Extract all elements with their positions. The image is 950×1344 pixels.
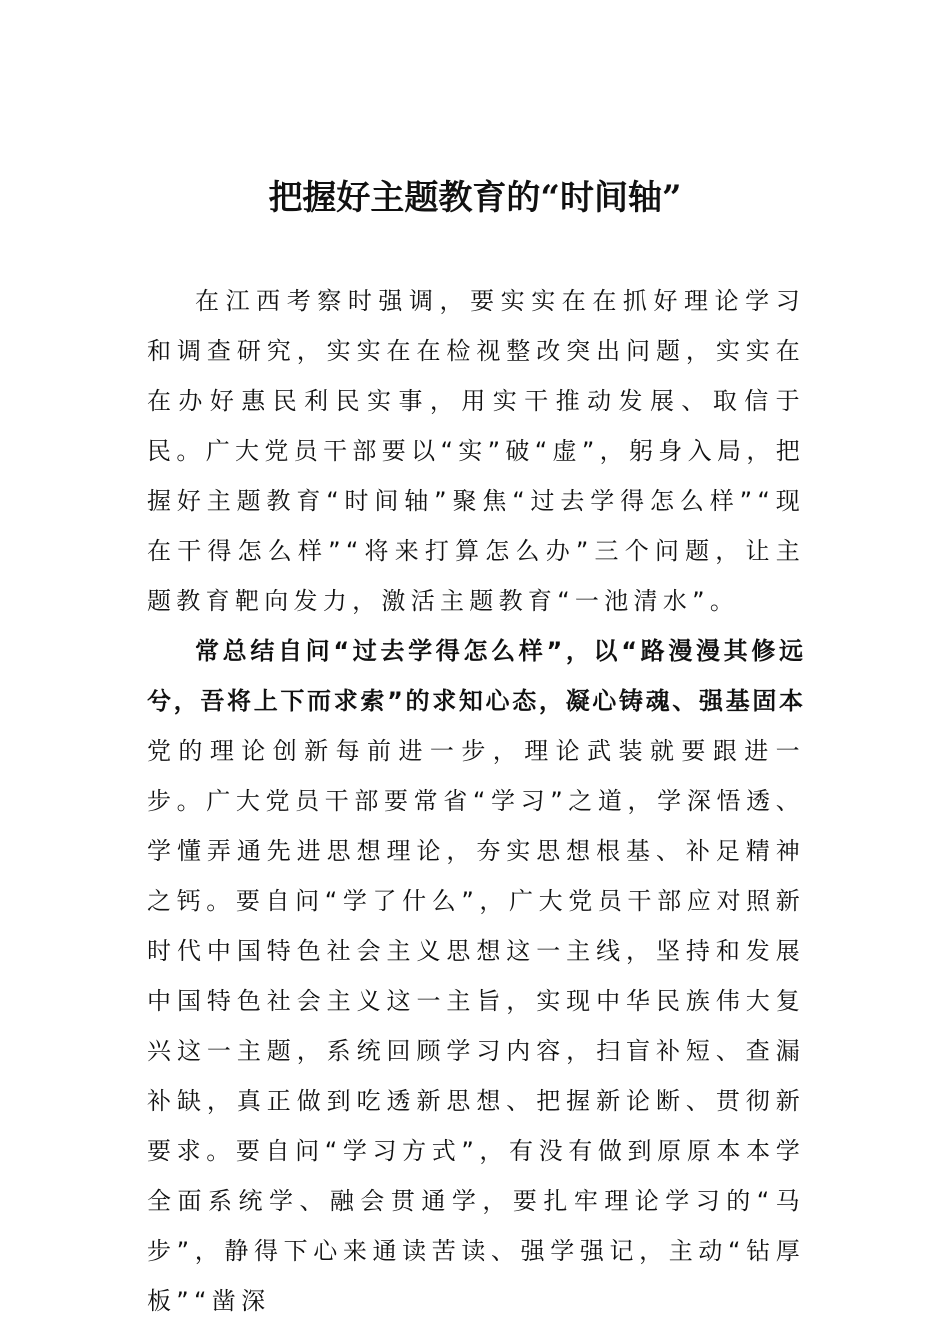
paragraph-1-text: 在江西考察时强调，要实实在在抓好理论学习和调查研究，实实在在检视整改突出问题，实实在在办好惠民利民实事，用实干推动发展、取信于民。广大党员干部要以“实”破“虚”，躬身入局，把握好主题教育“时间轴”聚焦“过去学得怎么样”“现在干得怎么样”“将来打算怎么办”三个问题，让主题教育靶向发力，激活主题教育“一池清水”。 (147, 287, 805, 615)
paragraph-2-lead-sentence: 常总结自问“过去学得怎么样”，以“路漫漫其修远兮，吾将上下而求索”的求知心态，凝心铸魂、强基固本 (147, 637, 805, 715)
document-title: 把握好主题教育的“时间轴” (268, 178, 682, 218)
body-paragraph-2 (147, 626, 805, 1326)
document-body (147, 276, 805, 1326)
paragraph-2-text: 党的理论创新每前进一步，理论武装就要跟进一步。广大党员干部要常省“学习”之道，学深悟透、学懂弄通先进思想理论，夯实思想根基、补足精神之钙。要自问“学了什么”，广大党员干部应对照新时代中国特色社会主义思想这一主线，坚持和发展中国特色社会主义这一主旨，实现中华民族伟大复兴这一主题，系统回顾学习内容，扫盲补短、查漏补缺，真正做到吃透新思想、把握新论断、贯彻新要求。要自问“学习方式”，有没有做到原原本本学全面系统学、融会贯通学，要扎牢理论学习的“马步”，静得下心来通读苦读、强学强记，主动“钻厚板”“凿深 (147, 737, 805, 1315)
body-paragraph-1 (147, 276, 805, 626)
